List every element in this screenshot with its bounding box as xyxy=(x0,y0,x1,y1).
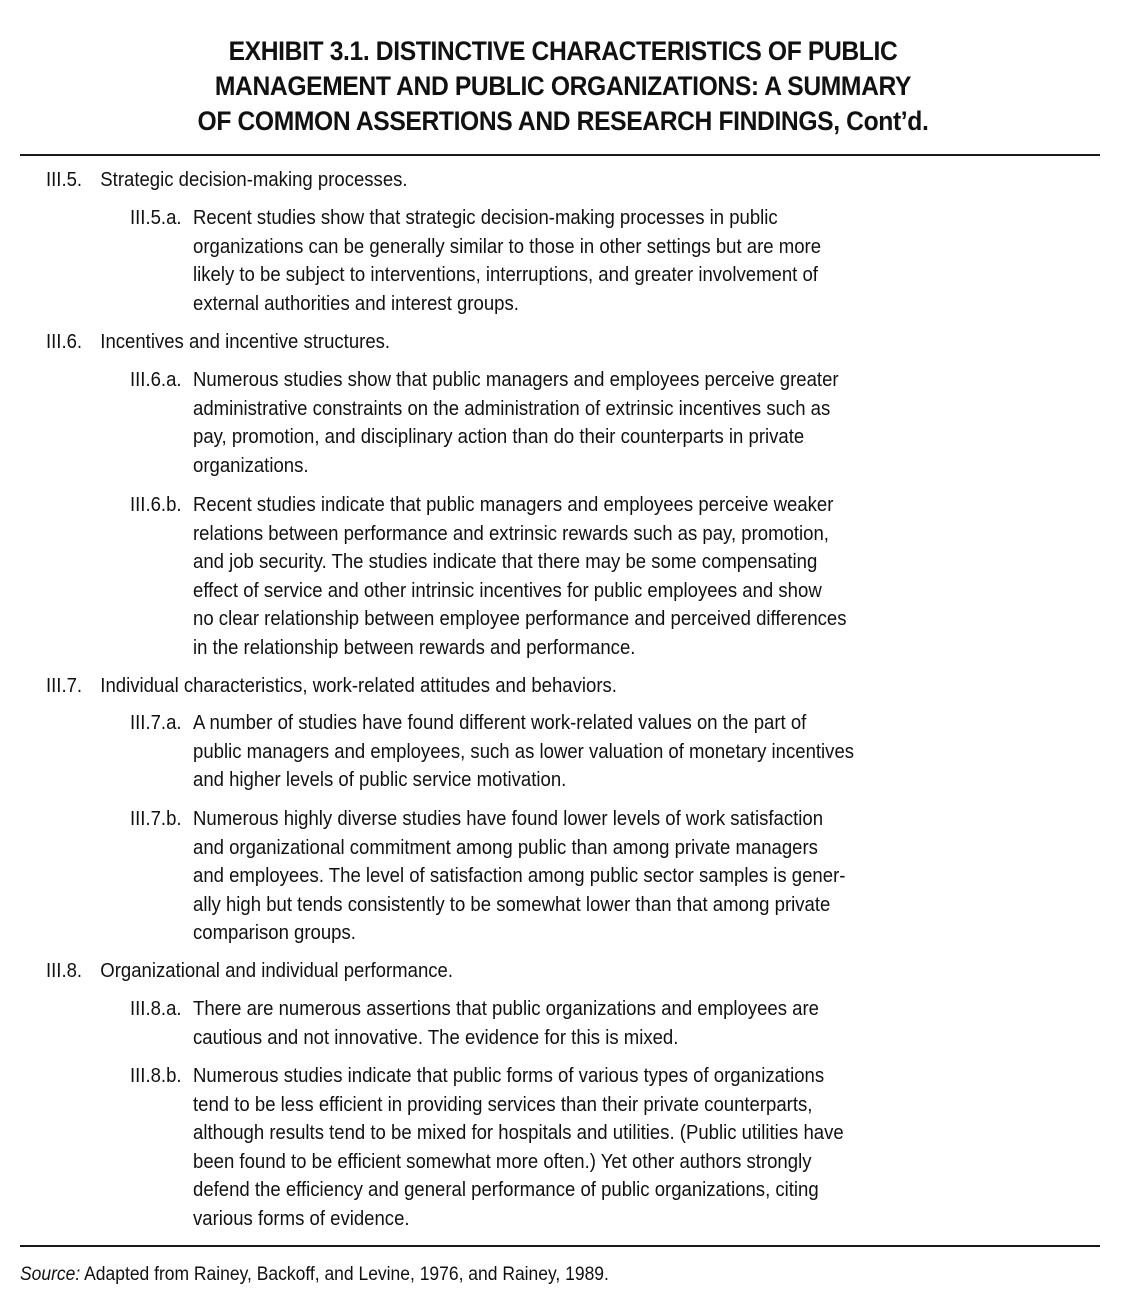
item-text-line: been found to be efficient somewhat more often.) Yet other authors strongly xyxy=(193,1149,812,1173)
source-label: Source: xyxy=(20,1264,81,1285)
item-text xyxy=(193,366,839,480)
bottom-rule-divider xyxy=(20,1245,1100,1247)
section-number: III.6. xyxy=(46,330,83,353)
item-text-line: no clear relationship between employee performance and perceived differences xyxy=(193,607,847,631)
item-text-line: external authorities and interest groups. xyxy=(193,291,519,315)
item-text-line: ally high but tends consistently to be somewhat lower than that among private xyxy=(193,892,831,916)
item-text-line: Recent studies indicate that public managers and employees perceive weaker xyxy=(193,493,834,516)
item-text-line: cautious and not innovative. The evidence for this is mixed. xyxy=(193,1025,679,1049)
item-text-line: organizations can be generally similar to those in other settings but are more xyxy=(193,234,822,258)
item-number: III.8.a. xyxy=(130,997,182,1020)
item-text xyxy=(193,709,854,795)
item-text-line: pay, promotion, and disciplinary action than do their counterparts in private xyxy=(193,425,805,449)
section-heading xyxy=(46,672,617,701)
exhibit-title-line: EXHIBIT 3.1. DISTINCTIVE CHARACTERISTICS OF PUBLIC xyxy=(228,36,898,66)
item-text-line: comparison groups. xyxy=(193,921,356,945)
section-heading xyxy=(46,166,408,195)
item-text-line: public managers and employees, such as lower valuation of monetary incentives xyxy=(193,739,855,763)
item-text-line: tend to be less efficient in providing services than their private counterparts, xyxy=(193,1092,813,1116)
item-text-line: effect of service and other intrinsic incentives for public employees and show xyxy=(193,578,822,602)
exhibit-title xyxy=(39,34,1086,139)
item-text-line: Recent studies show that strategic decision-making processes in public xyxy=(193,206,778,229)
item-text-line: defend the efficiency and general performance of public organizations, citing xyxy=(193,1178,819,1202)
item-number: III.5.a. xyxy=(130,206,182,229)
item-text-line: in the relationship between rewards and performance. xyxy=(193,635,636,659)
section-heading-text: Incentives and incentive structures. xyxy=(100,330,391,353)
exhibit-title-line: OF COMMON ASSERTIONS AND RESEARCH FINDINGS, Cont’d. xyxy=(197,106,929,136)
section-heading xyxy=(46,957,453,986)
item-text-line: There are numerous assertions that public organizations and employees are xyxy=(193,997,819,1020)
item-text-line: relations between performance and extrinsic rewards such as pay, promotion, xyxy=(193,521,829,545)
item-number: III.7.a. xyxy=(130,711,182,734)
item-text-line: Numerous studies show that public managers and employees perceive greater xyxy=(193,368,839,391)
item-text-line: and employees. The level of satisfaction among public sector samples is gener- xyxy=(193,864,846,888)
item-number: III.6.b. xyxy=(130,493,182,516)
section-heading xyxy=(46,328,390,357)
section-heading-text: Individual characteristics, work-related attitudes and behaviors. xyxy=(100,674,617,697)
item-text-line: and organizational commitment among public than among private managers xyxy=(193,835,818,859)
item-text-line: and job security. The studies indicate that there may be some compensating xyxy=(193,550,818,574)
section-heading-text: Organizational and individual performance. xyxy=(100,959,454,982)
item-text-line: organizations. xyxy=(193,453,309,477)
section-number: III.7. xyxy=(46,674,83,697)
item-text-line: various forms of evidence. xyxy=(193,1206,410,1230)
item-text-line: likely to be subject to interventions, interruptions, and greater involvement of xyxy=(193,263,818,287)
item-text xyxy=(193,1062,844,1234)
item-number: III.7.b. xyxy=(130,807,182,830)
item-text xyxy=(193,204,821,318)
item-number: III.6.a. xyxy=(130,368,182,391)
section-number: III.5. xyxy=(46,168,83,191)
item-number: III.8.b. xyxy=(130,1064,182,1087)
item-text xyxy=(193,491,847,663)
section-number: III.8. xyxy=(46,959,83,982)
item-text xyxy=(193,995,819,1052)
item-text-line: administrative constraints on the administration of extrinsic incentives such as xyxy=(193,396,831,420)
item-text-line: and higher levels of public service motivation. xyxy=(193,768,567,792)
item-text xyxy=(193,805,845,948)
item-text-line: although results tend to be mixed for hospitals and utilities. (Public utilities have xyxy=(193,1121,844,1145)
top-rule-divider xyxy=(20,154,1100,156)
source-note xyxy=(20,1264,609,1286)
section-heading-text: Strategic decision-making processes. xyxy=(100,168,408,191)
exhibit-title-line: MANAGEMENT AND PUBLIC ORGANIZATIONS: A SUMMARY xyxy=(214,71,912,101)
source-text: Adapted from Rainey, Backoff, and Levine, 1976, and Rainey, 1989. xyxy=(80,1264,609,1285)
item-text-line: A number of studies have found different work-related values on the part of xyxy=(193,711,807,734)
item-text-line: Numerous highly diverse studies have found lower levels of work satisfaction xyxy=(193,807,824,830)
item-text-line: Numerous studies indicate that public forms of various types of organizations xyxy=(193,1064,825,1087)
